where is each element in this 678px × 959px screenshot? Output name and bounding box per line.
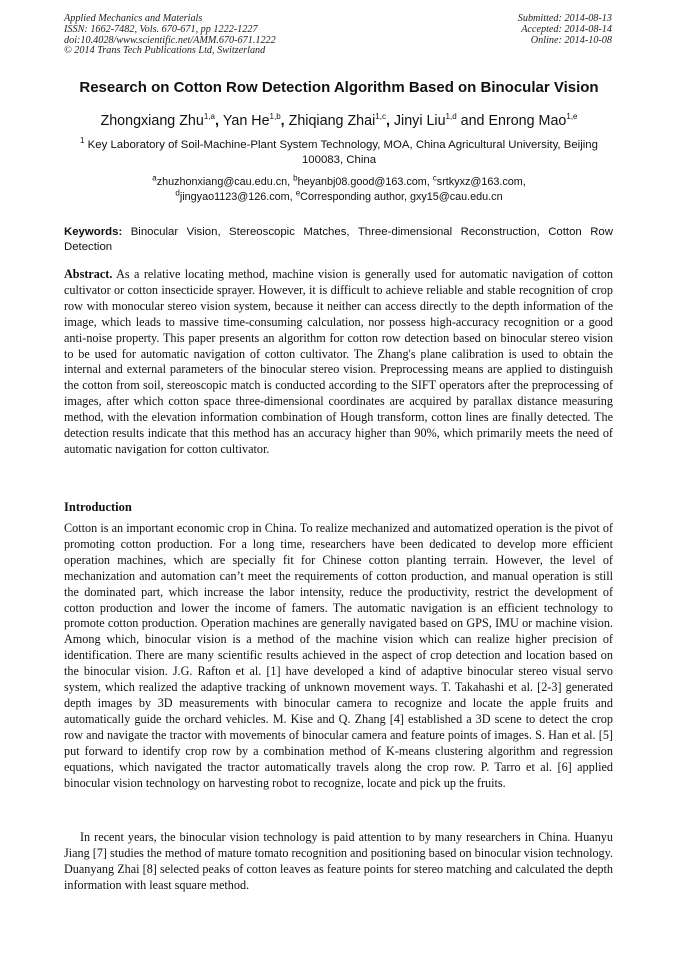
author-name: Zhongxiang Zhu xyxy=(100,113,204,129)
author-affil-sup: 1,c xyxy=(375,112,386,122)
author-name: Zhiqiang Zhai xyxy=(288,113,376,129)
author-list xyxy=(30,112,648,130)
author-emails xyxy=(64,175,614,204)
author-affil-sup: 1,e xyxy=(566,112,578,122)
email-sup: d xyxy=(175,187,180,197)
email-text: Corresponding author, gxy15@cau.edu.cn xyxy=(300,190,503,203)
affiliation xyxy=(64,138,614,167)
author-name: Enrong Mao xyxy=(488,113,567,129)
author-separator: , xyxy=(280,113,289,129)
author-affil-sup: 1,a xyxy=(203,112,215,122)
abstract-label: Abstract. xyxy=(64,267,113,281)
abstract-text: As a relative locating method, machine vision is generally used for automatic navigation of cotton cultivator or cotton insecticide sprayer. However, it is difficult to achieve reliable and stable recognition of crop row with monocular stereo vision system, because it neither can access directly to the depth information of the image, which leads to massive time-consuming calculation, nor possess high-accuracy recognition or a good anti-noise property. This paper presents an algorithm for cotton row detection based on binocular stereo vision to be used for automatic navigation of cotton cultivator. The Zhang's plane calibration is used to obtain the internal and external parameters of the binocular stereo vision. Preprocessing means are applied to distinguish the cotton from soil, stereoscopic match is conducted according to the SIFT operators after the preprocessing of images, after which cotton space three-dimensional coordinates are acquired by parallax distance measuring method, with the elevation information combination of Hough transform, cotton lines are finally detected. The detection results indicate that this method has an accuracy higher than 90%, which primarily meets the need of automatic navigation for cotton cultivator. xyxy=(64,267,613,456)
affiliation-text: Key Laboratory of Soil-Machine-Plant System Technology, MOA, China Agricultural University, Beijing 100083, China xyxy=(87,139,598,166)
email-text: srtkyxz@163.com, xyxy=(436,176,526,188)
email-text: zhuzhonxiang@cau.edu.cn, xyxy=(156,176,294,188)
author-name: Yan He xyxy=(222,113,270,129)
author-separator: , xyxy=(385,113,394,129)
journal-info xyxy=(64,14,276,57)
author-affil-sup: 1,d xyxy=(445,112,457,122)
keywords-label: Keywords: xyxy=(64,226,123,238)
online-date: Online: 2014-10-08 xyxy=(530,34,612,46)
author-separator: , xyxy=(214,113,223,129)
submitted-date: Submitted: 2014-08-13 xyxy=(517,13,612,24)
keywords-text: Binocular Vision, Stereoscopic Matches, Three-dimensional Reconstruction, Cotton Row Detection xyxy=(64,226,613,253)
introduction-heading: Introduction xyxy=(64,500,132,514)
introduction-paragraph-1: Cotton is an important economic crop in China. To realize mechanized and automatized operation is the pivot of promoting cotton production. For a long time, researchers have been dedicated to develop more efficient operation machines, which are specially fit for Chinese cotton planting terrain. However, the level of mechanization and automation can’t meet the requirements of cotton production, and manual operation is still the dominated part, which increase the labor intensity, reduce the productivity, restrict the development of cotton production and lower the income of famers. The automatic navigation is an efficient technology to promote cotton production. Operation machines are generally navigated based on GPS, IMU or machine vision. Among which, binocular vision is a method of the machine vision which can realize higher precision of identification. There are many scientific results achieved in the aspect of crop detection and location based on the binocular vision. J.G. Rafton et al. [1] have developed a kind of adaptive binocular stereo visual servo system, which realized the adaptive tracking of unknown movement ways. T. Takahashi et al. [2-3] generated depth images by 3D measurements with binocular camera to recognize and locate the apple fruits and automatically guide the orchard vehicles. M. Kise and Q. Zhang [4] established a 3D scene to detect the crop row and navigate the tractor with movements of binocular camera and feature points of images. S. Han et al. [5] put forward to identify crop row by a combination method of K-means clustering algorithm and regression equations, which navigated the tractor automatically travels along the crop row. P. Tarro et al. [6] applied binocular vision technology on harvesting robot to recognize, locate and pick up the fruits. xyxy=(64,521,613,790)
keywords xyxy=(64,225,613,254)
copyright-line: © 2014 Trans Tech Publications Ltd, Switzerland xyxy=(64,45,266,57)
email-sup: c xyxy=(432,173,437,183)
abstract xyxy=(64,267,613,458)
affiliation-sup: 1 xyxy=(80,136,85,146)
email-sup: e xyxy=(295,187,301,197)
email-text: heyanbj08.good@163.com, xyxy=(297,176,433,188)
author-affil-sup: 1,b xyxy=(269,112,281,122)
dates-info xyxy=(518,14,612,46)
issn-line: ISSN: 1662-7482, Vols. 670-671, pp 1222-1227 xyxy=(64,23,258,35)
email-sup: a xyxy=(152,173,157,183)
introduction-paragraph-2: In recent years, the binocular vision technology is paid attention to by many researchers in China. Huanyu Jiang [7] studies the method of mature tomato recognition and positioning based on binocular vision technology. Duanyang Zhai [8] selected peaks of cotton leaves as feature points for stereo matching and calculated the depth information with least square method. xyxy=(64,830,613,892)
author-separator: and xyxy=(456,113,489,129)
paper-title: Research on Cotton Row Detection Algorithm Based on Binocular Vision xyxy=(79,79,599,96)
author-name: Jinyi Liu xyxy=(393,113,446,129)
doi-line: doi:10.4028/www.scientific.net/AMM.670-671.1222 xyxy=(64,34,276,46)
accepted-date: Accepted: 2014-08-14 xyxy=(521,23,612,35)
email-sup: b xyxy=(293,173,298,183)
email-text: jingyao1123@126.com, xyxy=(179,190,296,203)
journal-name: Applied Mechanics and Materials xyxy=(64,13,203,24)
